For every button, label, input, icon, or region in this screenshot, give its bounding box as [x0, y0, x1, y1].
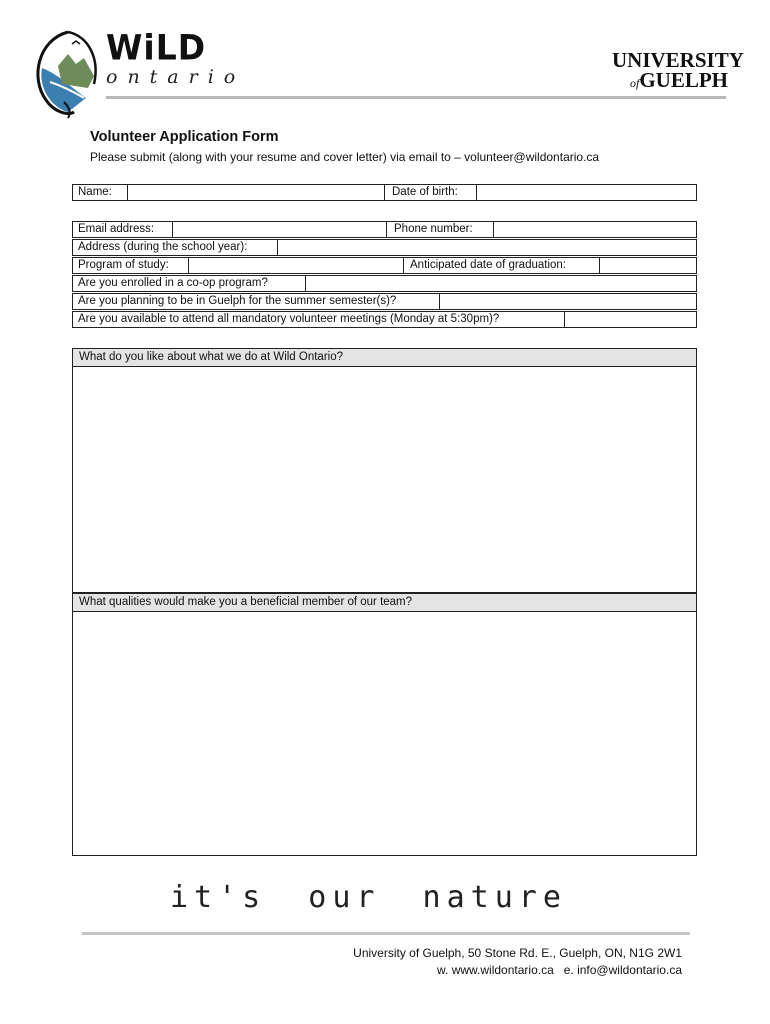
- address-field[interactable]: [277, 240, 696, 255]
- uog-logo-of: of: [629, 76, 640, 90]
- graduation-label: Anticipated date of graduation:: [410, 259, 567, 271]
- name-label: Name:: [78, 186, 112, 198]
- uog-logo-top: UNIVERSITY: [612, 48, 744, 72]
- address-label: Address (during the school year):: [78, 241, 248, 253]
- program-label: Program of study:: [78, 259, 169, 271]
- university-of-guelph-logo: [612, 48, 744, 92]
- header-divider: [106, 96, 726, 99]
- question-1-heading: What do you like about what we do at Wild Ontario?: [72, 348, 697, 367]
- question-2-answer-area[interactable]: [72, 612, 697, 856]
- email-phone-row: [72, 221, 697, 238]
- coop-field[interactable]: [305, 276, 696, 291]
- meetings-field[interactable]: [564, 312, 696, 327]
- dob-field[interactable]: [476, 185, 696, 200]
- meetings-row: [72, 311, 697, 328]
- question-1-answer-area[interactable]: [72, 367, 697, 593]
- question-2-heading: What qualities would make you a beneficial member of our team?: [72, 593, 697, 612]
- email-field[interactable]: [172, 222, 387, 237]
- uog-logo-bottom: GUELPH: [639, 68, 728, 92]
- address-row: [72, 239, 697, 256]
- program-field[interactable]: [188, 258, 404, 273]
- dob-label: Date of birth:: [392, 186, 458, 198]
- phone-field[interactable]: [493, 222, 696, 237]
- footer-divider: [82, 932, 690, 935]
- summer-field[interactable]: [439, 294, 696, 309]
- summer-label: Are you planning to be in Guelph for the summer semester(s)?: [78, 295, 397, 307]
- phone-label: Phone number:: [394, 223, 473, 235]
- name-field[interactable]: [127, 185, 385, 200]
- summer-row: [72, 293, 697, 310]
- wild-logo-subtitle: ontario: [106, 66, 246, 88]
- footer-address: University of Guelph, 50 Stone Rd. E., Guelph, ON, N1G 2W1: [353, 946, 682, 960]
- program-row: [72, 257, 697, 274]
- footer-contact: w. www.wildontario.ca e. info@wildontario.ca: [437, 963, 682, 977]
- name-dob-row: [72, 184, 697, 201]
- graduation-field[interactable]: [599, 258, 696, 273]
- coop-label: Are you enrolled in a co-op program?: [78, 277, 268, 289]
- footer-address-block: [353, 945, 682, 979]
- form-title: Volunteer Application Form: [90, 129, 279, 145]
- coop-row: [72, 275, 697, 292]
- meetings-label: Are you available to attend all mandatory volunteer meetings (Monday at 5:30pm)?: [78, 313, 500, 325]
- tagline: it's our nature: [170, 880, 567, 915]
- form-instructions: Please submit (along with your resume and cover letter) via email to – volunteer@wildontario.ca: [90, 150, 600, 164]
- email-label: Email address:: [78, 223, 155, 235]
- wild-logo-title: WiLD: [106, 27, 207, 68]
